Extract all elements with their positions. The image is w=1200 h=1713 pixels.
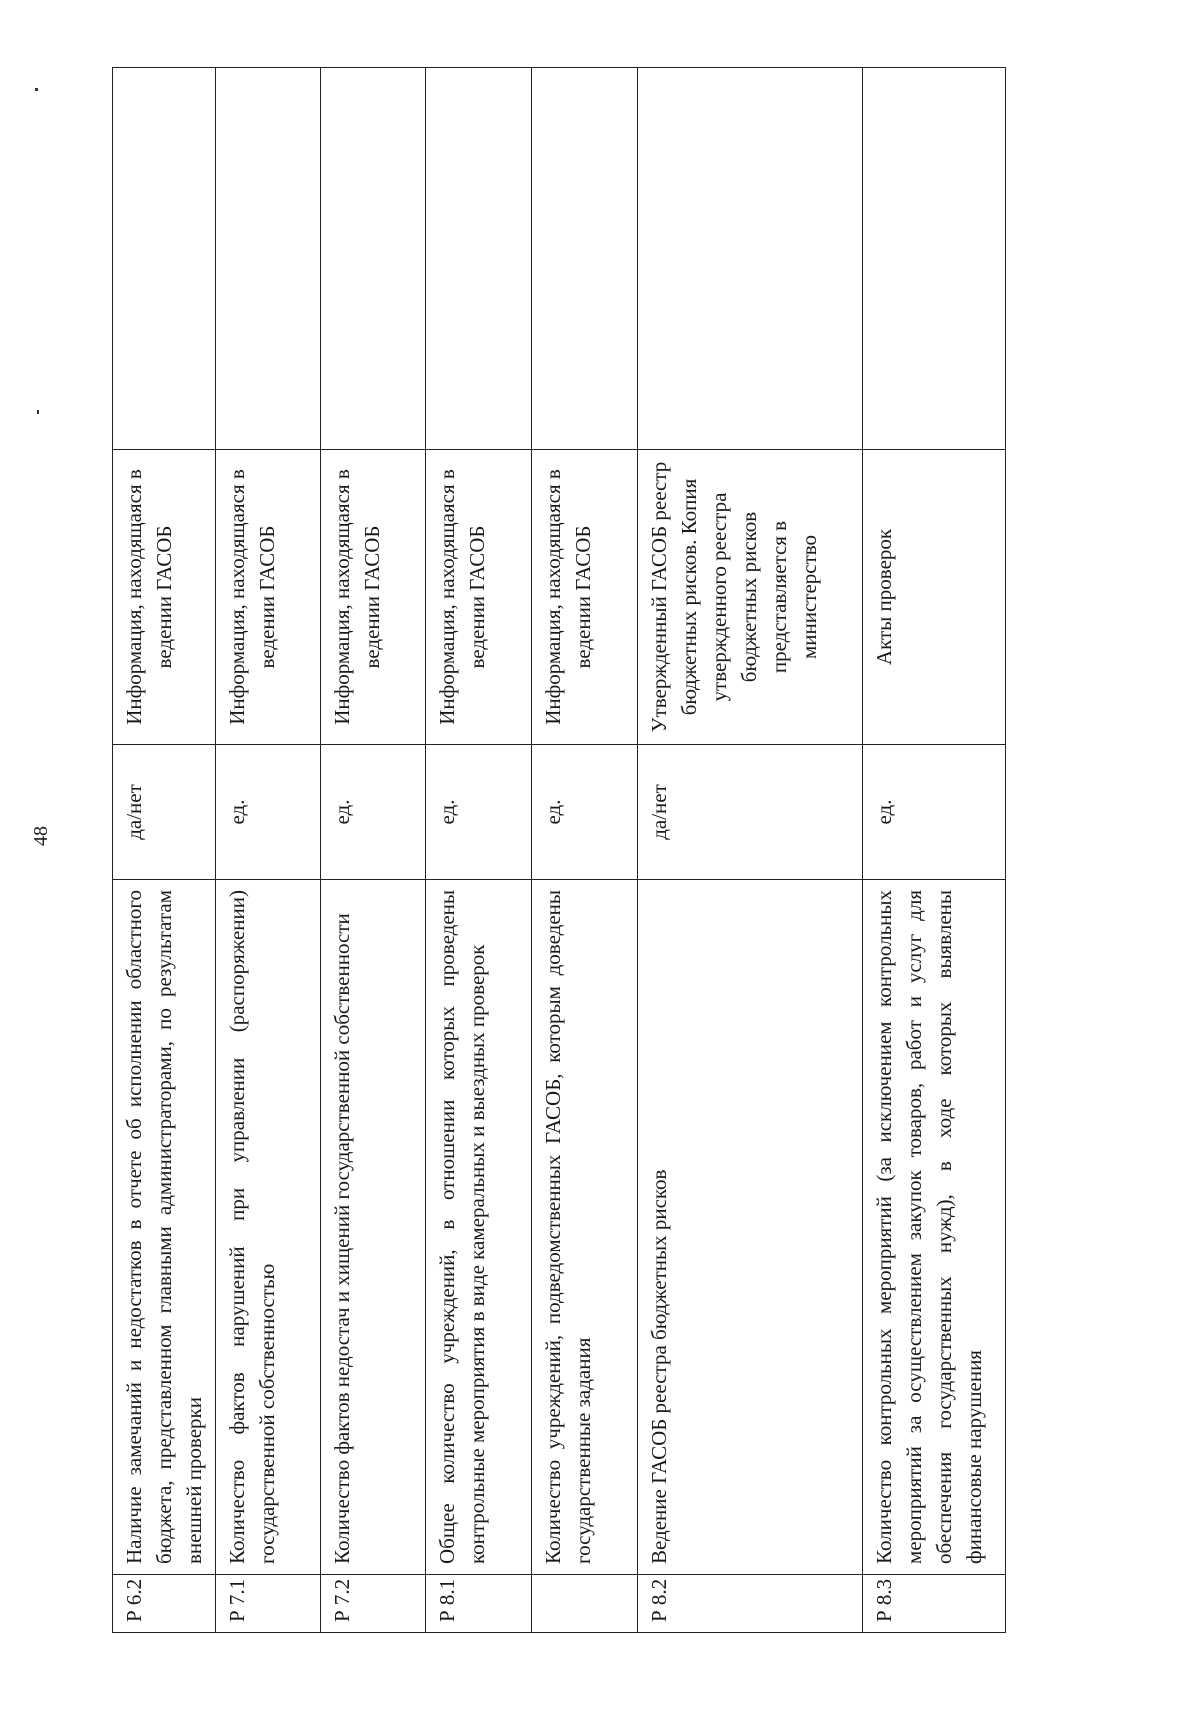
table-row [321, 68, 426, 1633]
scan-speck [37, 410, 39, 414]
table-row [532, 68, 638, 1633]
indicator-unit: да/нет [638, 745, 863, 880]
indicator-source: Информация, находящаяся в ведении ГАСОБ [113, 450, 216, 745]
table-row [863, 68, 1006, 1633]
indicator-code: Р 7.1 [216, 1575, 321, 1633]
indicator-unit: ед. [321, 745, 426, 880]
indicator-source: Информация, находящаяся в ведении ГАСОБ [216, 450, 321, 745]
indicator-note [863, 68, 1006, 450]
indicator-source: Утвержденный ГАСОБ реестр бюджетных рисков. Копия утвержденного реестра бюджетных рисков представляется в министерство [638, 450, 863, 745]
indicator-code: Р 8.3 [863, 1575, 1006, 1633]
indicator-note [321, 68, 426, 450]
indicator-unit: ед. [216, 745, 321, 880]
indicator-unit: да/нет [113, 745, 216, 880]
indicator-source: Информация, находящаяся в ведении ГАСОБ [426, 450, 532, 745]
indicator-description: Количество фактов нарушений при управлении (распоряжении) государственной собственностью [216, 880, 321, 1575]
indicator-description: Общее количество учреждений, в отношении которых проведены контрольные мероприятия в виде камеральных и выездных проверок [426, 880, 532, 1575]
indicator-source: Информация, находящаяся в ведении ГАСОБ [321, 450, 426, 745]
indicator-source: Акты проверок [863, 450, 1006, 745]
indicator-note [113, 68, 216, 450]
indicator-code: Р 6.2 [113, 1575, 216, 1633]
rotated-table-container [112, 68, 1006, 1633]
indicator-unit: ед. [532, 745, 638, 880]
indicator-note [426, 68, 532, 450]
indicator-description: Ведение ГАСОБ реестра бюджетных рисков [638, 880, 863, 1575]
indicator-note [638, 68, 863, 450]
table-row [426, 68, 532, 1633]
table-row [638, 68, 863, 1633]
page-number: 48 [30, 826, 52, 846]
indicator-description: Наличие замечаний и недостатков в отчете об исполнении областного бюджета, представленном главными администраторами, по результатам внешней проверки [113, 880, 216, 1575]
indicator-note [532, 68, 638, 450]
indicator-description: Количество фактов недостач и хищений государственной собственности [321, 880, 426, 1575]
indicator-note [216, 68, 321, 450]
indicator-code: Р 8.1 [426, 1575, 532, 1633]
table-row [216, 68, 321, 1633]
table-row [113, 68, 216, 1633]
indicator-code: Р 8.2 [638, 1575, 863, 1633]
indicator-unit: ед. [863, 745, 1006, 880]
indicator-description: Количество учреждений, подведомственных ГАСОБ, которым доведены государственные задания [532, 880, 638, 1575]
indicator-description: Количество контрольных мероприятий (за исключением контрольных мероприятий за осуществлением закупок товаров, работ и услуг для обеспечения государственных нужд), в ходе которых выявлены финансовые нарушения [863, 880, 1006, 1575]
indicators-table [112, 67, 1006, 1633]
indicator-source: Информация, находящаяся в ведении ГАСОБ [532, 450, 638, 745]
scan-speck [35, 88, 38, 91]
indicator-code [532, 1575, 638, 1633]
indicator-unit: ед. [426, 745, 532, 880]
indicator-code: Р 7.2 [321, 1575, 426, 1633]
